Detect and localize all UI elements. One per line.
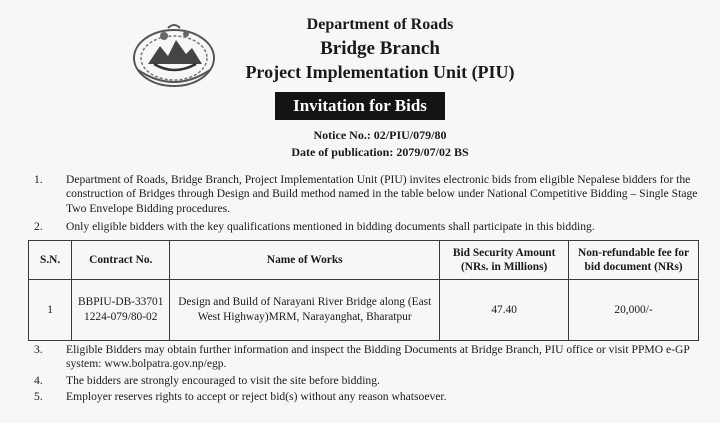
notice-number: Notice No.: 02/PIU/079/80 — [313, 128, 447, 142]
branch-name: Bridge Branch — [320, 38, 440, 59]
document-header — [200, 14, 560, 83]
paragraph-3 — [34, 343, 699, 372]
paragraph-text: Eligible Bidders may obtain further information and inspect the Bidding Documents at Bridge Branch, PIU office or visit PPMO e-GP system: www.bolpatra.gov.np/egp. — [66, 343, 690, 371]
header-bid-security: Bid Security Amount (NRs. in Millions) — [440, 241, 569, 280]
notice-info — [200, 127, 560, 161]
paragraph-1 — [34, 173, 699, 216]
header-contract-no: Contract No. — [72, 241, 170, 280]
bids-table — [28, 240, 699, 341]
paragraph-text: The bidders are strongly encouraged to visit the site before bidding. — [66, 374, 380, 387]
table-header-row — [29, 241, 699, 280]
header-name-of-works: Name of Works — [170, 241, 440, 280]
paragraph-number: 4. — [34, 374, 43, 387]
department-name: Department of Roads — [306, 16, 454, 33]
publication-date: Date of publication: 2079/07/02 BS — [291, 145, 469, 159]
cell-name-of-works: Design and Build of Narayani River Bridge along (East West Highway)MRM, Narayanghat, Bharatpur — [170, 280, 440, 341]
invitation-banner: Invitation for Bids — [275, 92, 445, 120]
cell-contract-no: BBPIU-DB-337011224-079/80-02 — [72, 280, 170, 341]
paragraph-5 — [34, 390, 699, 404]
paragraph-number: 5. — [34, 390, 43, 403]
paragraph-2 — [34, 220, 699, 234]
paragraph-text: Only eligible bidders with the key qualifications mentioned in bidding documents shall participate in this bidding. — [66, 220, 595, 233]
paragraph-number: 2. — [34, 220, 43, 233]
paragraph-number: 1. — [34, 173, 43, 186]
header-document-fee: Non-refundable fee for bid document (NRs) — [569, 241, 699, 280]
unit-name: Project Implementation Unit (PIU) — [245, 62, 515, 82]
table-row — [29, 280, 699, 341]
header-sn: S.N. — [29, 241, 72, 280]
paragraph-text: Department of Roads, Bridge Branch, Project Implementation Unit (PIU) invites electronic bids from eligible Nepalese bidders for the construction of Bridges through Design and Build method named in the table below under National Competitive Bidding – Single Stage Two Envelope Bidding procedures. — [66, 173, 698, 215]
paragraph-4 — [34, 374, 699, 388]
cell-sn: 1 — [29, 280, 72, 341]
paragraph-text: Employer reserves rights to accept or reject bid(s) without any reason whatsoever. — [66, 390, 447, 403]
paragraph-number: 3. — [34, 343, 43, 356]
cell-bid-security: 47.40 — [440, 280, 569, 341]
cell-document-fee: 20,000/- — [569, 280, 699, 341]
